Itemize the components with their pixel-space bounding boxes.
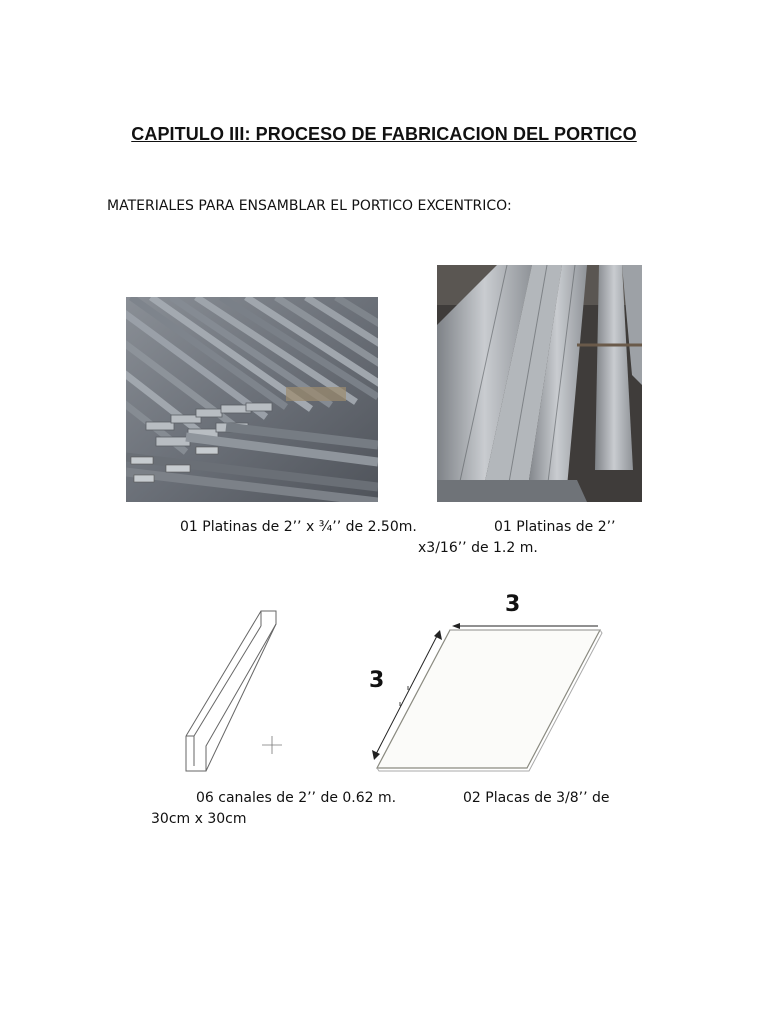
flat-bars-long-photo — [437, 265, 642, 502]
plate-drawing — [362, 618, 607, 778]
caption-platinas-b-line2: x3/16’’ de 1.2 m. — [418, 540, 538, 556]
section-subtitle: MATERIALES PARA ENSAMBLAR EL PORTICO EXCENTRICO: — [107, 198, 512, 214]
channel-drawing — [176, 606, 286, 776]
flat-bars-long-illustration — [437, 265, 642, 502]
caption-platinas-b-line1: 01 Platinas de 2’’ — [494, 519, 616, 535]
flat-bars-stack-illustration — [126, 297, 378, 502]
flat-bars-stack-photo — [126, 297, 378, 502]
plate-dimension-top: 3 — [505, 592, 521, 617]
caption-canales: 06 canales de 2’’ de 0.62 m. — [196, 790, 397, 806]
plate-dimension-side: 3 — [369, 668, 385, 693]
crosshair-mark — [262, 736, 282, 754]
page-title: CAPITULO III: PROCESO DE FABRICACION DEL PORTICO — [131, 124, 637, 144]
caption-platinas-a: 01 Platinas de 2’’ x ¾’’ de 2.50m. — [180, 519, 417, 535]
caption-placas-line2: 30cm x 30cm — [151, 811, 247, 827]
caption-placas-line1: 02 Placas de 3/8’’ de — [463, 790, 610, 806]
